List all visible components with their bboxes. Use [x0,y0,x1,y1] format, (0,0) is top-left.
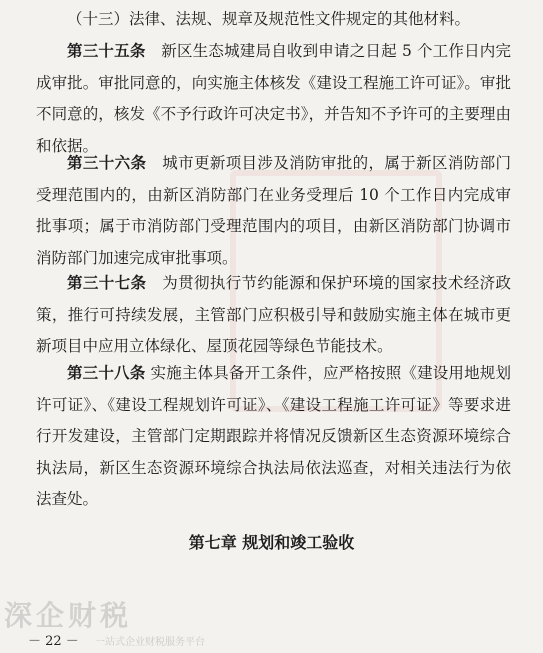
article-37-label: 第三十七条 [67,274,147,292]
article-38 [36,358,511,516]
article-37-text: 为贯彻执行节约能源和保护环境的国家技术经济政策，推行可持续发展，主管部门应积极引导和鼓励实施主体在城市更新项目中应用立体绿化、屋顶花园等绿色节能技术。 [36,274,511,355]
article-35-label: 第三十五条 [67,42,146,60]
item-13-text: （十三）法律、法规、规章及规范性文件规定的其他材料。 [67,10,471,28]
article-36-text: 城市更新项目涉及消防审批的，属于新区消防部门受理范围内的，由新区消防部门在业务受理后 10 个工作日内完成审批事项；属于市消防部门受理范围内的项目，由新区消防部门协调市消防部门加速完成审批事项。 [36,154,511,267]
article-35-text: 新区生态城建局自收到申请之日起 5 个工作日内完成审批。审批同意的，向实施主体核发《建设工程施工许可证》。审批不同意的，核发《不予行政许可决定书》，并告知不予许可的主要理由和依据。 [36,42,511,155]
item-13 [36,4,511,36]
page-number: － 22 － [28,634,79,649]
article-38-label: 第三十八条 [67,364,146,382]
article-37 [36,268,511,363]
article-36 [36,148,511,274]
brand-watermark: 深企财税 [4,599,133,632]
brand-subtitle: 一站式企业财税服务平台 [95,637,205,648]
article-36-label: 第三十六条 [67,154,147,172]
chapter-heading: 第七章 规划和竣工验收 [188,533,355,552]
article-38-text: 实施主体具备开工条件，应严格按照《建设用地规划许可证》、《建设工程规划许可证》、《建设工程施工许可证》等要求进行开发建设，主管部门定期跟踪并将情况反馈新区生态资源环境综合执法局，新区生态资源环境综合执法局依法巡查，对相关违法行为依法查处。 [36,364,511,508]
article-35 [36,36,511,162]
